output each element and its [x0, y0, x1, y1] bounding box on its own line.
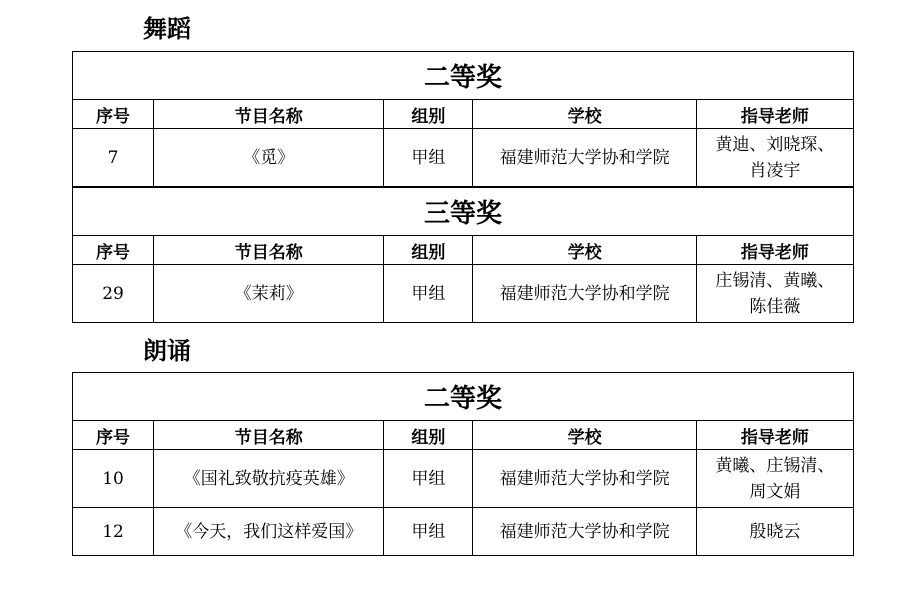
- header-teacher: 指导老师: [696, 236, 853, 265]
- cell-program: 《今天，我们这样爱国》: [154, 508, 384, 556]
- cell-program: 《茉莉》: [154, 265, 384, 323]
- header-school: 学校: [473, 100, 696, 129]
- cell-program: 《觅》: [154, 129, 384, 187]
- cell-teacher: [696, 129, 853, 187]
- teacher-line-1: 殷晓云: [749, 521, 801, 542]
- cell-group: 甲组: [384, 450, 473, 508]
- cell-teacher: [696, 450, 853, 508]
- cell-group: 甲组: [384, 129, 473, 187]
- header-group: 组别: [384, 421, 473, 450]
- cell-group: 甲组: [384, 508, 473, 556]
- cell-no: 29: [73, 265, 154, 323]
- award-level: 二等奖: [73, 52, 854, 100]
- table-row: [73, 450, 854, 508]
- cell-teacher: [696, 265, 853, 323]
- header-group: 组别: [384, 100, 473, 129]
- cell-program: 《国礼致敬抗疫英雄》: [154, 450, 384, 508]
- header-program: 节目名称: [154, 236, 384, 265]
- award-level: 二等奖: [73, 373, 854, 421]
- header-program: 节目名称: [154, 421, 384, 450]
- table-row: [73, 508, 854, 556]
- cell-group: 甲组: [384, 265, 473, 323]
- table-row: [73, 265, 854, 323]
- teacher-line-2: 陈佳薇: [749, 296, 801, 317]
- cell-no: 12: [73, 508, 154, 556]
- cell-school: 福建师范大学协和学院: [473, 265, 696, 323]
- cell-school: 福建师范大学协和学院: [473, 508, 696, 556]
- teacher-line-2: 肖凌宇: [749, 160, 801, 181]
- award-table-dance-second: [72, 51, 854, 187]
- header-program: 节目名称: [154, 100, 384, 129]
- header-teacher: 指导老师: [696, 100, 853, 129]
- award-table-recitation-second: [72, 372, 854, 556]
- header-teacher: 指导老师: [696, 421, 853, 450]
- section-title-dance: 舞蹈: [143, 15, 191, 43]
- header-school: 学校: [473, 236, 696, 265]
- header-no: 序号: [73, 236, 154, 265]
- award-level: 三等奖: [73, 188, 854, 236]
- table-row: [73, 129, 854, 187]
- cell-teacher: [696, 508, 853, 556]
- teacher-line-1: 黄迪、刘晓琛、: [715, 134, 835, 155]
- section-title-recitation: 朗诵: [143, 337, 191, 365]
- teacher-line-2: 周文娟: [749, 481, 801, 502]
- cell-no: 7: [73, 129, 154, 187]
- header-group: 组别: [384, 236, 473, 265]
- header-school: 学校: [473, 421, 696, 450]
- cell-school: 福建师范大学协和学院: [473, 129, 696, 187]
- teacher-line-1: 黄曦、庄锡清、: [715, 455, 835, 476]
- header-no: 序号: [73, 100, 154, 129]
- award-table-dance-third: [72, 187, 854, 323]
- cell-no: 10: [73, 450, 154, 508]
- teacher-line-1: 庄锡清、黄曦、: [715, 270, 835, 291]
- cell-school: 福建师范大学协和学院: [473, 450, 696, 508]
- header-no: 序号: [73, 421, 154, 450]
